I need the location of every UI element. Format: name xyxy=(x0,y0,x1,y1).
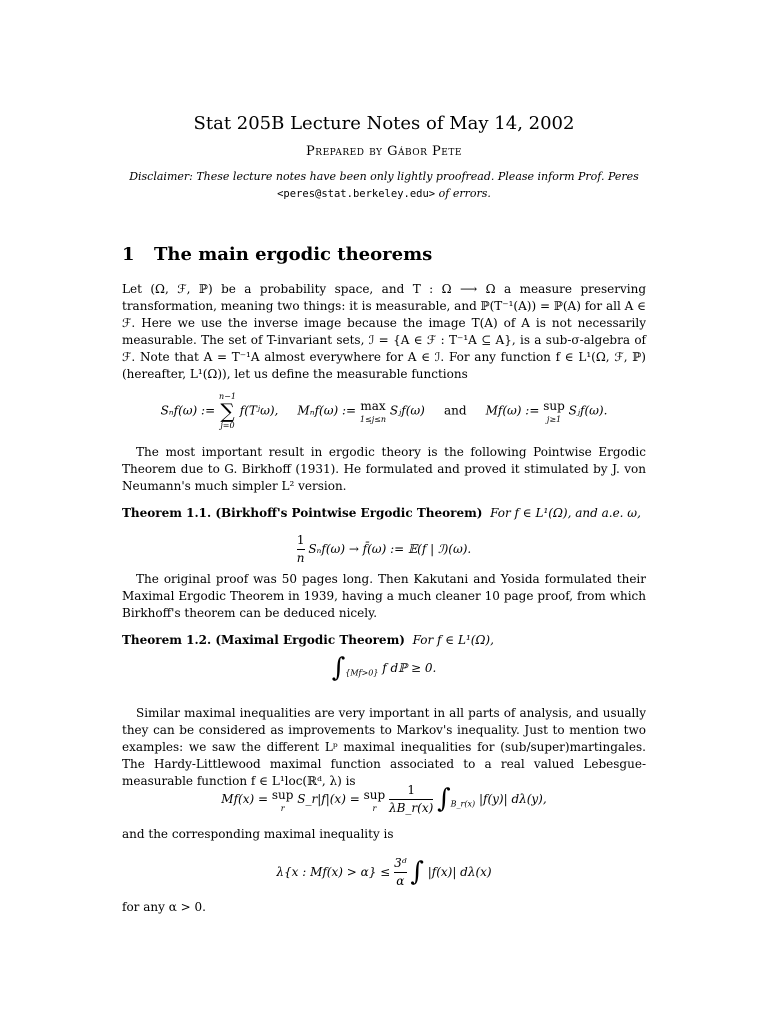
disclaimer-text: Disclaimer: These lecture notes have been only lightly proofread. Please inform Prof. Peres xyxy=(129,170,639,183)
paragraph-closing: for any α > 0. xyxy=(122,900,206,914)
theorem-1-1 xyxy=(122,505,646,522)
document-title: Stat 205B Lecture Notes of May 14, 2002 xyxy=(193,113,575,134)
paragraph-definitions: Let (Ω, ℱ, ℙ) be a probability space, and T : Ω ⟶ Ω a measure preserving transformation, meaning two things: it is measurable, and ℙ(T⁻¹(A)) = ℙ(A) for all A ∈ ℱ. Here we use the inverse image because the image T(A) of A is not necessarily measurable. The set of T-invariant sets, ℐ = {A ∈ ℱ : T⁻¹A ⊆ A}, is a sub-σ-algebra of ℱ. Note that A = T⁻¹A almost everywhere for A ∈ ℐ. For any function f ∈ L¹(Ω, ℱ, ℙ) (hereafter, L¹(Ω)), let us define the measurable functions xyxy=(122,282,646,381)
eq-lhs: λ{x : Mf(x) > α} ≤ xyxy=(276,865,391,879)
fraction-numerator: 1 xyxy=(296,533,305,547)
paragraph-corresponding: and the corresponding maximal inequality is xyxy=(122,827,394,841)
sup-word: sup xyxy=(363,787,386,802)
eq-middle: S_r|f|(x) = xyxy=(297,792,360,806)
fraction-constant xyxy=(394,855,406,890)
eq-m-label: Mf(ω) := xyxy=(485,403,540,418)
max-subscript: 1≤j≤n xyxy=(359,415,387,424)
paragraph-birkhoff-intro: The most important result in ergodic theory is the following Pointwise Ergodic Theorem due to G. Birkhoff (1931). He formulated and proved it stimulated by J. von Neumann's much simpler L² version. xyxy=(122,445,646,493)
sup-operator-2 xyxy=(364,787,386,813)
disclaimer xyxy=(122,168,646,203)
equation-body: |f(x)| dλ(x) xyxy=(427,865,492,879)
sum-upper-limit: n−1 xyxy=(218,392,236,401)
and-word: and xyxy=(443,403,467,418)
fraction-numerator: 3ᵈ xyxy=(394,856,407,870)
integral-domain: B_r(x) xyxy=(450,799,476,809)
section-number: 1 xyxy=(122,244,135,265)
fraction-one-over-n xyxy=(297,532,305,567)
sup-operator xyxy=(543,398,565,424)
sum-term: f(Tʲω), xyxy=(239,403,279,418)
theorem-1-1-statement: For f ∈ L¹(Ω), and a.e. ω, xyxy=(490,506,641,520)
section-heading xyxy=(122,244,432,266)
sup-subscript: j≥1 xyxy=(546,415,562,424)
section-title: The main ergodic theorems xyxy=(154,244,433,265)
sup-word: sup xyxy=(543,399,565,413)
integral-sign: ∫ xyxy=(410,857,424,887)
max-term: Sⱼf(ω) xyxy=(389,403,425,418)
theorem-1-2-heading: Theorem 1.2. (Maximal Ergodic Theorem) xyxy=(122,633,405,647)
equation-pointwise-ergodic xyxy=(122,532,646,567)
equation-maximal-ergodic xyxy=(122,653,646,683)
author-line: Prepared by Gábor Pete xyxy=(306,144,462,159)
eq-mn-label: Mₙf(ω) := xyxy=(297,403,357,418)
fraction-numerator: 1 xyxy=(407,783,415,797)
sum-operator: n−1 ∑ j=0 xyxy=(218,392,236,430)
sup-word: sup xyxy=(271,787,294,802)
fraction-denominator: n xyxy=(296,551,305,565)
eq-sn-label: Sₙf(ω) := xyxy=(160,403,216,418)
sum-lower-limit: j=0 xyxy=(220,421,235,430)
sup-subscript: r xyxy=(280,803,285,813)
disclaimer-tail: of errors. xyxy=(438,187,491,200)
fraction-denominator: α xyxy=(394,872,406,890)
sup-term: Sⱼf(ω). xyxy=(568,403,608,418)
sup-subscript: r xyxy=(372,803,377,813)
max-operator xyxy=(360,398,386,424)
integral-sign: ∫ xyxy=(331,653,346,683)
fraction-denominator: λB_r(x) xyxy=(388,801,434,815)
fraction-average xyxy=(389,782,433,817)
equation-maximal-inequality xyxy=(122,855,646,890)
contact-email[interactable]: <peres@stat.berkeley.edu> xyxy=(277,188,436,200)
integral-sign: ∫ xyxy=(437,784,451,814)
max-word: max xyxy=(360,399,386,413)
integral-domain: {Mf>0} xyxy=(345,668,379,678)
equation-body: Sₙf(ω) → f̄(ω) := 𝔼(f | ℐ)(ω). xyxy=(308,542,472,556)
equation-hardy-littlewood xyxy=(122,782,646,817)
paragraph-maximal-inequalities: Similar maximal inequalities are very important in all parts of analysis, and usually they can be considered as improvements to Markov's inequality. Just to mention two examples: we saw the different Lᵖ maximal inequalities for (sub/super)martingales. The Hardy-Littlewood maximal function associated to a real valued Lebesgue-measurable function f ∈ L¹loc(ℝᵈ, λ) is xyxy=(122,706,646,788)
theorem-1-1-heading: Theorem 1.1. (Birkhoff's Pointwise Ergodic Theorem) xyxy=(122,506,483,520)
sup-operator-1 xyxy=(272,787,294,813)
theorem-1-2-statement: For f ∈ L¹(Ω), xyxy=(412,633,494,647)
eq-lhs: Mf(x) = xyxy=(221,792,269,806)
theorem-1-2 xyxy=(122,632,646,649)
equation-body: |f(y)| dλ(y), xyxy=(478,792,547,806)
equation-definitions xyxy=(122,392,646,430)
paragraph-history: The original proof was 50 pages long. Then Kakutani and Yosida formulated their Maximal Ergodic Theorem in 1939, having a much cleaner 10 page proof, from which Birkhoff's theorem can be deduced nicely. xyxy=(122,572,646,620)
equation-body: f dℙ ≥ 0. xyxy=(382,661,437,675)
